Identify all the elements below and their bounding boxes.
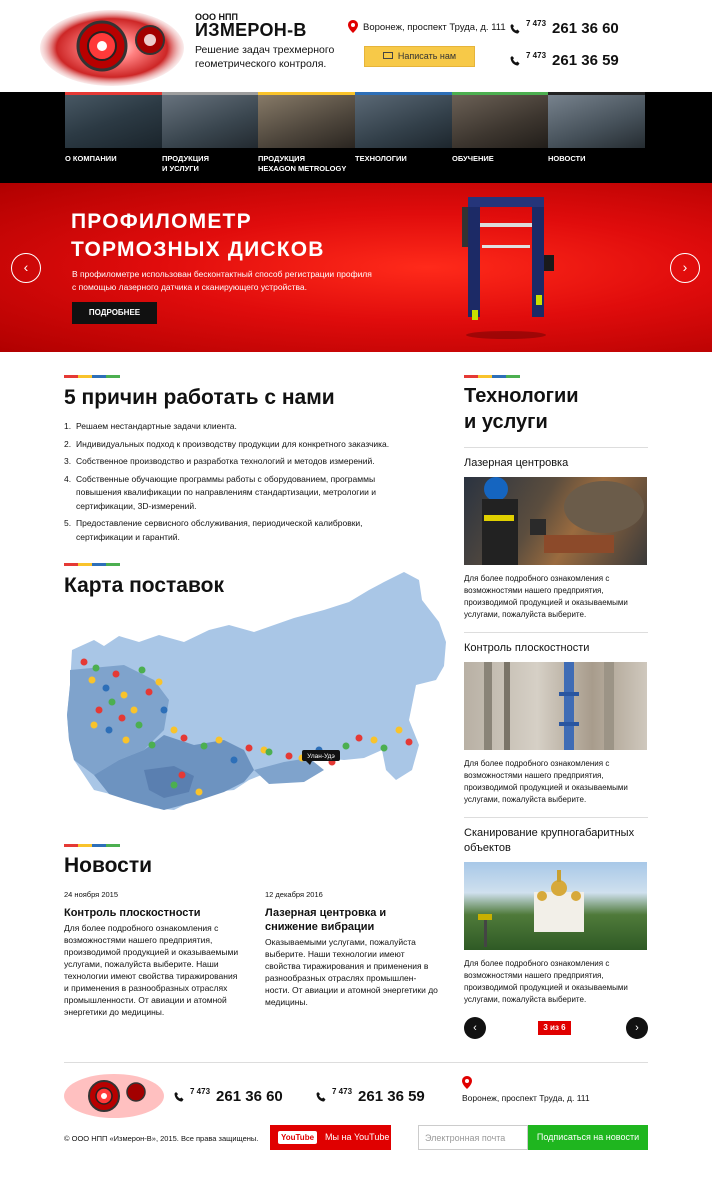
tech-card-title[interactable]: Лазерная центровка	[464, 457, 569, 469]
tech-pager-count: 3 из 6	[538, 1021, 571, 1035]
nav-item-news[interactable]	[548, 92, 645, 183]
envelope-icon	[383, 52, 393, 59]
news-item-title[interactable]: Контроль плоскостности	[64, 907, 201, 919]
header-phone-1[interactable]	[510, 19, 619, 37]
nav-photo	[452, 92, 549, 148]
profilometer-image	[462, 195, 562, 343]
nav-label: НОВОСТИ	[548, 154, 586, 163]
tech-prev-button[interactable]	[464, 1017, 486, 1039]
youtube-label: Мы на YouTube	[325, 1132, 390, 1142]
nav-item-training[interactable]	[452, 92, 549, 183]
phone-number: 261 36 59	[552, 52, 619, 69]
flatness-photo	[464, 662, 647, 750]
company-tagline: Решение задач трехмерного геометрического контроля.	[195, 44, 335, 70]
nav-photo	[258, 92, 355, 148]
nav-photo	[162, 92, 259, 148]
nav-label: ТЕХНОЛОГИИ	[355, 154, 407, 163]
reasons-list	[64, 420, 414, 548]
company-name: ИЗМЕРОН-В	[195, 20, 307, 40]
news-item[interactable]	[265, 890, 440, 1008]
tech-card-desc: Для более подробного ознакомления с возможностями нашего предприятия, производимой продукцией и оказываемыми услугами, пожалуйста выберите.	[464, 959, 628, 1004]
nav-photo	[355, 92, 452, 148]
hero-text: В профилометре использован бесконтактный способ регистрации профиля с помощью лазерного датчика и сканирующего устройства.	[72, 269, 372, 292]
tech-card-image[interactable]	[464, 477, 647, 565]
nav-label: ПРОДУКЦИЯ HEXAGON METROLOGY	[258, 154, 347, 173]
laser-alignment-photo	[464, 477, 647, 565]
divider	[464, 447, 648, 448]
footer-phone-1[interactable]	[174, 1087, 283, 1105]
subscribe-button[interactable]: Подписаться на новости	[528, 1125, 648, 1150]
phone-number: 261 36 60	[216, 1088, 283, 1105]
nav-label: ОБУЧЕНИЕ	[452, 154, 494, 163]
youtube-button[interactable]	[270, 1125, 391, 1150]
list-item: 1. Решаем нестандартные задачи клиента.	[64, 421, 237, 431]
phone-icon	[316, 1092, 326, 1102]
phone-number: 261 36 60	[552, 20, 619, 37]
list-item: 5. Предоставление сервисного обслуживания, периодической калибровки, сертификации и гарантий.	[64, 518, 363, 542]
tech-card[interactable]	[464, 447, 648, 621]
divider	[464, 817, 648, 818]
section-mark	[464, 375, 520, 378]
list-item: 2. Индивидуальных подход к производству продукции для конкретного заказчика.	[64, 438, 390, 449]
tech-card-title[interactable]: Контроль плоскостности	[464, 642, 590, 654]
youtube-icon: YouTube	[278, 1131, 317, 1144]
scanning-photo	[464, 862, 647, 950]
chevron-right-icon: ›	[682, 259, 688, 275]
phone-icon	[510, 24, 520, 34]
main-nav	[0, 92, 712, 183]
nav-item-products-services[interactable]	[162, 92, 259, 183]
hero-title: ПРОФИЛОМЕТР ТОРМОЗНЫХ ДИСКОВ	[71, 210, 325, 261]
news-date: 12 декабря 2016	[265, 890, 323, 899]
footer-address-text: Воронеж, проспект Труда, д. 111	[462, 1093, 590, 1103]
tech-card[interactable]	[464, 632, 648, 806]
location-pin-icon	[462, 1076, 472, 1089]
email-input[interactable]	[418, 1125, 528, 1150]
section-mark	[64, 844, 120, 847]
write-us-label: Написать нам	[397, 51, 457, 61]
list-item: 4. Собственные обучающие программы работы с оборудованием, программы повышения квалификации по направлениям стандартизации, метрологии и сертификации, 3D-измерений.	[64, 473, 376, 511]
hero-slider	[0, 183, 712, 352]
tech-next-button[interactable]	[626, 1017, 648, 1039]
supply-map[interactable]	[64, 570, 449, 815]
footer-phone-2[interactable]	[316, 1087, 425, 1105]
write-us-button[interactable]	[364, 46, 475, 67]
divider	[464, 632, 648, 633]
tech-card-image[interactable]	[464, 662, 647, 750]
section-mark	[64, 563, 120, 566]
reasons-title: 5 причин работать с нами	[64, 386, 335, 409]
tech-title: Технологии и услуги	[464, 385, 579, 433]
hero-prev-button[interactable]	[11, 253, 41, 283]
news-item[interactable]	[64, 890, 244, 1018]
header-address	[348, 20, 506, 33]
map-city-label: Улан-Удэ	[307, 753, 335, 760]
news-item-body: Оказываемыми услугами, пожалуйста выберите. Наши технологии имеют свойства тиражирования и применения в разнообразных отраслях промышлен-ности. От авиации и атомной энергетики до медицины.	[265, 937, 438, 1007]
nav-item-hexagon[interactable]	[258, 92, 355, 183]
news-title: Новости	[64, 854, 153, 877]
phone-code: 7 473	[190, 1087, 211, 1096]
map-title: Карта поставок	[64, 574, 224, 597]
hero-next-button[interactable]	[670, 253, 700, 283]
site-header	[0, 0, 712, 92]
phone-code: 7 473	[526, 19, 547, 28]
nav-label: О КОМПАНИИ	[65, 154, 117, 163]
news-item-title[interactable]: Лазерная центровка и снижение вибрации	[265, 907, 387, 933]
copyright: © ООО НПП «Измерон-В», 2015. Все права защищены.	[64, 1134, 259, 1143]
news-date: 24 ноября 2015	[64, 890, 119, 899]
header-address-text: Воронеж, проспект Труда, д. 111	[363, 22, 506, 33]
tech-card-desc: Для более подробного ознакомления с возможностями нашего предприятия, производимой продукцией и оказываемыми услугами, пожалуйста выберите.	[464, 574, 628, 619]
phone-icon	[510, 56, 520, 66]
tech-card[interactable]	[464, 817, 648, 1006]
footer-address	[462, 1076, 590, 1103]
location-pin-icon	[348, 20, 358, 33]
tech-card-title[interactable]: Сканирование крупногабаритных объектов	[464, 827, 635, 854]
news-item-body: Для более подробного ознакомления с возможностями нашего предприятия, производимой продукцией и оказываемыми услугами, пожалуйста выберите. Наши технологии имеют свойства тиражирования и применения в разнообразных отраслях промышленности. От авиации и атомной энергетики до медицины.	[64, 923, 239, 1017]
company-logo[interactable]	[40, 4, 190, 88]
section-mark	[64, 375, 120, 378]
nav-photo	[548, 92, 645, 148]
header-phone-2[interactable]	[510, 51, 619, 69]
nav-item-technologies[interactable]	[355, 92, 452, 183]
phone-icon	[174, 1092, 184, 1102]
nav-item-about[interactable]	[65, 92, 162, 183]
chevron-left-icon: ‹	[473, 1022, 477, 1034]
chevron-left-icon: ‹	[23, 259, 29, 275]
hero-more-button[interactable]: ПОДРОБНЕЕ	[72, 302, 157, 324]
phone-number: 261 36 59	[358, 1088, 425, 1105]
tech-card-desc: Для более подробного ознакомления с возможностями нашего предприятия, производимой продукцией и оказываемыми услугами, пожалуйста выберите.	[464, 759, 628, 804]
chevron-right-icon: ›	[635, 1022, 639, 1034]
tech-card-image[interactable]	[464, 862, 647, 950]
nav-label: ПРОДУКЦИЯ И УСЛУГИ	[162, 154, 209, 173]
footer-logo[interactable]	[64, 1072, 164, 1120]
footer-divider	[64, 1062, 648, 1063]
company-prefix: ООО НПП	[195, 12, 238, 22]
phone-code: 7 473	[526, 51, 547, 60]
nav-photo	[65, 92, 162, 148]
phone-code: 7 473	[332, 1087, 353, 1096]
list-item: 3. Собственное производство и разработка технологий и методов измерений.	[64, 456, 375, 466]
